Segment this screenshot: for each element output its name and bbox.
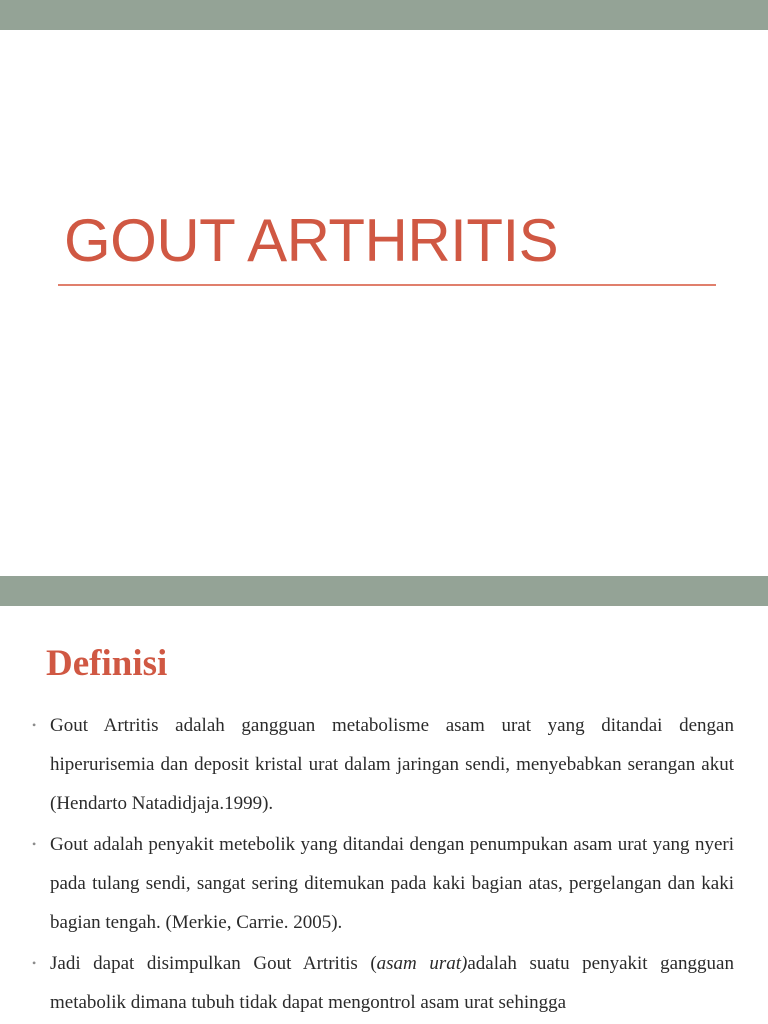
slide-title: GOUT ARTHRITIS <box>64 207 559 274</box>
bullet-text-lead: Jadi dapat disimpulkan Gout Artritis ( <box>50 953 377 974</box>
bullet-text-tail: adalah suatu penyakit gangguan metabolik dimana tubuh tidak dapat mengontrol asam urat sehingga <box>50 953 734 1013</box>
bullet-icon: • <box>32 718 37 732</box>
bullet-text <box>50 953 734 1013</box>
title-underline <box>58 284 716 286</box>
definition-list <box>0 706 768 1024</box>
list-item <box>0 944 768 1022</box>
bullet-icon: • <box>32 837 37 851</box>
list-item <box>0 706 768 823</box>
slide-top-bar <box>0 0 768 30</box>
bullet-icon: • <box>32 956 37 970</box>
section-heading: Definisi <box>46 643 168 684</box>
bullet-text: Gout Artritis adalah gangguan metabolisme asam urat yang ditandai dengan hiperurisemia dan deposit kristal urat dalam jaringan sendi, menyebabkan serangan akut (Hendarto Natadidjaja.1999). <box>50 715 734 814</box>
bullet-text: Gout adalah penyakit metebolik yang ditandai dengan penumpukan asam urat yang nyeri pada tulang sendi, sangat sering ditemukan pada kaki bagian atas, pergelangan dan kaki bagian tengah. (Merkie, Carrie. 2005). <box>50 834 734 933</box>
bullet-text-italic: asam urat) <box>376 953 468 974</box>
slide-top-bar <box>0 576 768 606</box>
list-item <box>0 825 768 942</box>
